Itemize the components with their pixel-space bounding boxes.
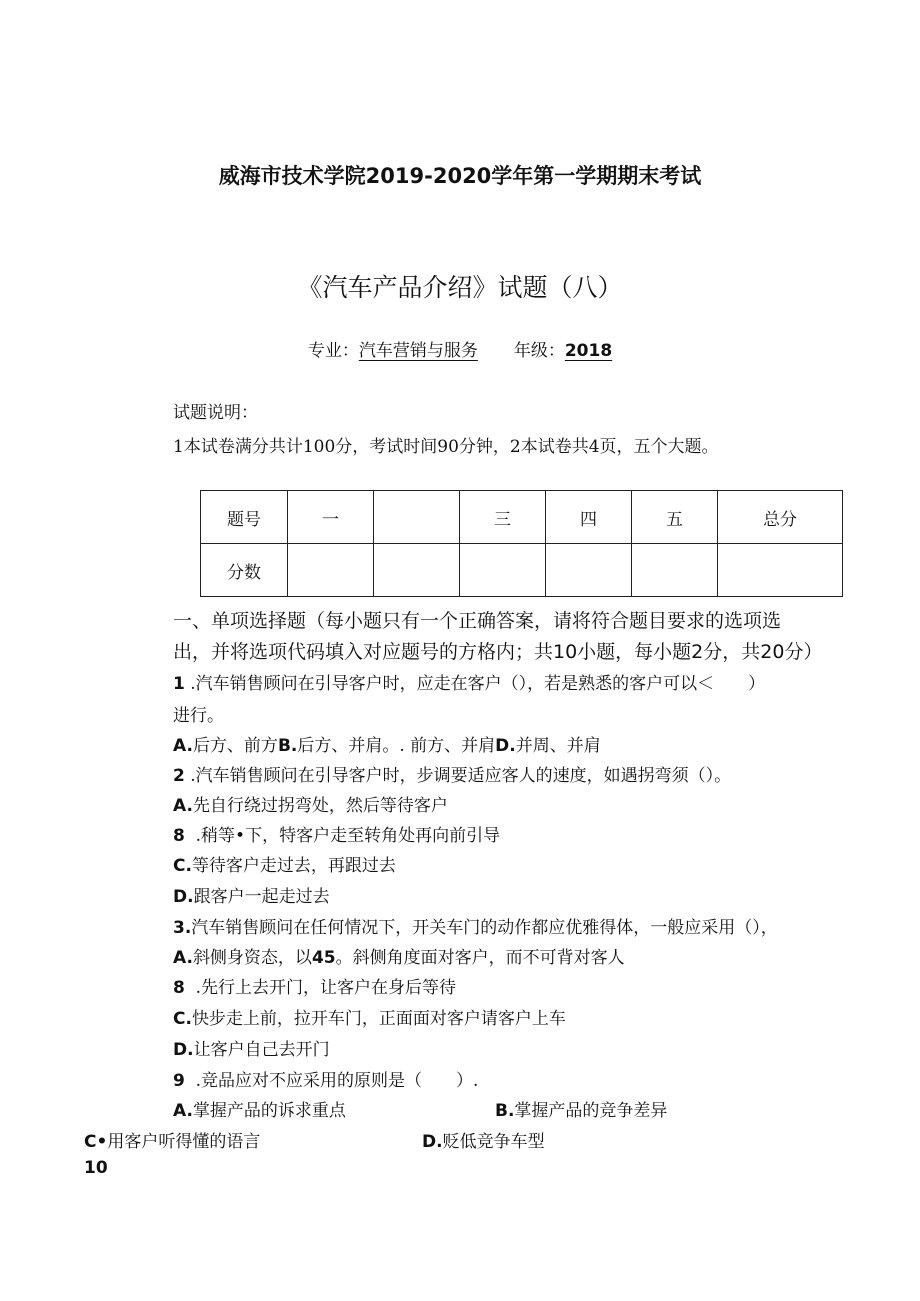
score-input-total — [718, 544, 843, 597]
question-1-cont: 进行。 — [173, 706, 224, 726]
question-2-option-c: C.等待客户走过去，再跟过去 — [173, 856, 396, 876]
score-input-q4 — [546, 544, 632, 597]
question-9-option-b: B.掌握产品的竞争差异 — [495, 1101, 668, 1121]
score-input-q2 — [374, 544, 460, 597]
question-2: 2 .汽车销售顾问在引导客户时，步调要适应客人的速度，如遇拐弯须（）。 — [173, 766, 732, 786]
question-1: 1 .汽车销售顾问在引导客户时，应走在客户（），若是熟悉的客户可以＜ ） — [173, 674, 766, 694]
score-cell-q4: 四 — [546, 491, 632, 544]
question-2-option-a: A.先自行绕过拐弯处，然后等待客户 — [173, 796, 448, 816]
score-table-header-row — [201, 491, 843, 544]
question-2-option-b: 8 .稍等•下，特客户走至转角处再向前引导 — [173, 826, 501, 846]
question-3-option-b: 8 .先行上去开门，让客户在身后等待 — [173, 978, 457, 998]
score-table — [200, 490, 843, 597]
score-cell-label: 题号 — [201, 491, 288, 544]
question-1-options: A.后方、前方B.后方、并肩。. 前方、并肩D.并周、并肩 — [173, 736, 601, 756]
question-9-option-a: A.掌握产品的诉求重点 — [173, 1101, 346, 1121]
instructions-label: 试题说明： — [173, 403, 258, 423]
exam-meta — [0, 336, 920, 361]
question-9: 9 .竞品应对不应采用的原则是（ ）. — [173, 1071, 479, 1091]
exam-title: 《汽车产品介绍》试题（八） — [297, 273, 623, 302]
question-9-option-c: C•用客户听得懂的语言 — [84, 1132, 261, 1152]
question-3-option-a: A.斜侧身资态，以45。斜侧角度面对客户，而不可背对客人 — [173, 948, 625, 968]
major-value: 汽车营销与服务 — [358, 341, 478, 361]
school-exam-title: 威海市技术学院2019-2020学年第一学期期末考试 — [218, 164, 702, 188]
question-3: 3.汽车销售顾问在任何情况下，开关车门的动作都应优雅得体，一般应采用（）， — [173, 918, 778, 938]
score-cell-q5: 五 — [632, 491, 718, 544]
major-label: 专业： — [307, 341, 359, 361]
score-cell-q1: 一 — [288, 491, 374, 544]
score-row-label: 分数 — [201, 544, 288, 597]
question-2-option-d: D.跟客户一起走过去 — [173, 887, 330, 907]
grade-label: 年级： — [513, 341, 565, 361]
grade-value: 2018 — [564, 341, 613, 361]
section1-heading-line2: 出，并将选项代码填入对应题号的方格内；共10小题，每小题2分，共20分） — [173, 641, 823, 663]
score-input-q1 — [288, 544, 374, 597]
question-10: 10 — [84, 1158, 108, 1178]
score-cell-q3: 三 — [460, 491, 546, 544]
instructions-text: 1本试卷满分共计100分，考试时间90分钟，2本试卷共4页，五个大题。 — [173, 437, 719, 457]
score-cell-total: 总分 — [718, 491, 843, 544]
section1-heading-line1: 一、单项选择题（每小题只有一个正确答案，请将符合题目要求的选项选 — [173, 610, 782, 632]
score-input-q3 — [460, 544, 546, 597]
score-cell-q2 — [374, 491, 460, 544]
question-3-option-d: D.让客户自己去开门 — [173, 1040, 330, 1060]
question-3-option-c: C.快步走上前，拉开车门，正面面对客户请客户上车 — [173, 1009, 566, 1029]
score-input-q5 — [632, 544, 718, 597]
score-table-score-row — [201, 544, 843, 597]
question-9-option-d: D.贬低竞争车型 — [422, 1132, 545, 1152]
